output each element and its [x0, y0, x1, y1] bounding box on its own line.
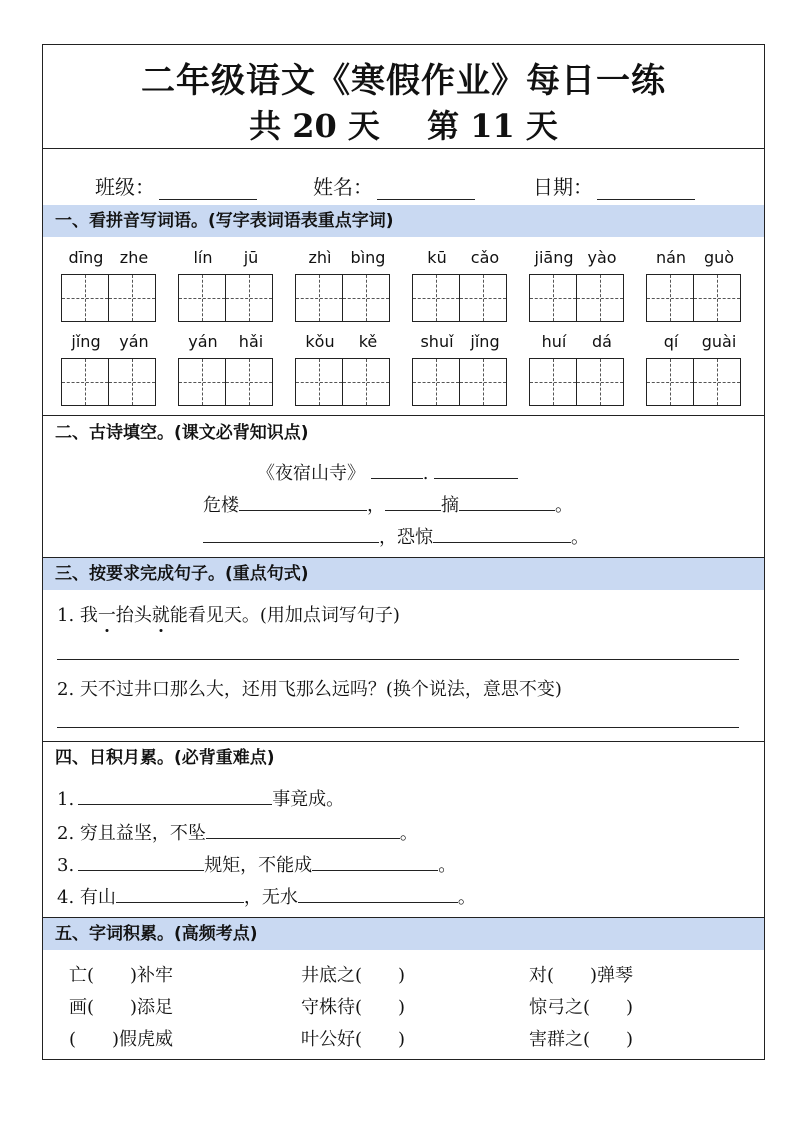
pinyin-text: [295, 332, 395, 354]
date-label: 日期：: [533, 175, 593, 199]
poem-author-blank-2[interactable]: [434, 461, 518, 479]
pinyin-syllable: yào: [587, 248, 617, 267]
pinyin-syllable: jǐng: [470, 332, 500, 351]
punct: 。: [555, 495, 573, 516]
fill-blank[interactable]: [78, 787, 272, 805]
pinyin-syllable: yán: [119, 332, 149, 351]
class-blank[interactable]: [159, 182, 257, 200]
student-info-row: [43, 149, 764, 205]
punct: 。: [571, 527, 589, 548]
pinyin-text: [295, 248, 395, 270]
tianzige-cell[interactable]: [694, 358, 741, 406]
worksheet: [42, 44, 765, 1060]
tianzige-cell[interactable]: [61, 274, 109, 322]
pinyin-text: [412, 248, 512, 270]
date-field[interactable]: [533, 171, 695, 200]
q-text: 2. 穷且益坚，不坠: [57, 823, 206, 844]
q1-text: 1. 我: [57, 605, 98, 626]
poem-line-2: [203, 491, 573, 517]
worksheet-title: 二年级语文《寒假作业》每日一练: [141, 61, 666, 101]
idiom-item[interactable]: 画( )添足: [69, 997, 174, 1018]
pinyin-text: [61, 332, 161, 354]
section2-heading: 二、古诗填空。(课文必背知识点): [43, 417, 764, 449]
date-blank[interactable]: [597, 182, 695, 200]
tianzige-cell[interactable]: [460, 358, 507, 406]
tianzige-cell[interactable]: [460, 274, 507, 322]
q1-text: 抬头: [115, 605, 152, 626]
pinyin-text: [178, 332, 278, 354]
q-number: 1.: [57, 789, 75, 810]
pinyin-syllable: bìng: [350, 248, 386, 267]
tianzige-cell[interactable]: [343, 358, 390, 406]
writing-boxes: [178, 274, 278, 322]
pinyin-text: [412, 332, 512, 354]
pinyin-syllable: guài: [701, 332, 737, 351]
pinyin-text: [646, 248, 746, 270]
writing-boxes: [295, 358, 395, 406]
pinyin-syllable: shuǐ: [420, 332, 454, 351]
punct: ，: [367, 495, 385, 516]
poem-title: 《夜宿山寺》: [257, 463, 365, 484]
fill-blank[interactable]: [298, 885, 458, 903]
punct: ，: [379, 527, 397, 548]
poem-author-blank-1[interactable]: [371, 461, 423, 479]
writing-boxes: [412, 358, 512, 406]
tianzige-cell[interactable]: [646, 358, 694, 406]
section5-heading: 五、字词积累。(高频考点): [43, 918, 764, 950]
poem-blank[interactable]: [203, 525, 379, 543]
pinyin-syllable: hǎi: [238, 332, 264, 351]
q-text: 事竟成。: [272, 789, 345, 810]
fill-blank[interactable]: [116, 885, 244, 903]
pinyin-syllable: nán: [655, 248, 687, 267]
accumulate-q3: [57, 851, 456, 877]
writing-boxes: [646, 358, 746, 406]
writing-boxes: [61, 358, 161, 406]
tianzige-cell[interactable]: [343, 274, 390, 322]
pinyin-text: [529, 332, 629, 354]
tianzige-cell[interactable]: [412, 274, 460, 322]
current-day: 第 11 天: [427, 107, 558, 145]
poem-text: 恐惊: [397, 527, 433, 548]
poem-text: 摘: [441, 495, 459, 516]
idiom-item[interactable]: 叶公好( ): [301, 1029, 406, 1050]
accumulate-q4: [57, 883, 476, 909]
pinyin-syllable: kě: [358, 332, 378, 351]
pinyin-text: [646, 332, 746, 354]
class-field[interactable]: [95, 171, 257, 200]
tianzige-cell[interactable]: [61, 358, 109, 406]
writing-boxes: [61, 274, 161, 322]
tianzige-cell[interactable]: [295, 358, 343, 406]
fill-blank[interactable]: [78, 853, 204, 871]
poem-title-line: [257, 459, 518, 485]
writing-boxes: [412, 274, 512, 322]
pinyin-syllable: jū: [243, 248, 259, 267]
poem-line-3: [203, 523, 589, 549]
name-label: 姓名：: [313, 175, 373, 199]
fill-blank[interactable]: [312, 853, 438, 871]
pinyin-syllable: lín: [193, 248, 213, 267]
pinyin-syllable: zhì: [308, 248, 332, 267]
pinyin-syllable: kū: [427, 248, 447, 267]
idiom-item[interactable]: ( )假虎威: [69, 1029, 174, 1050]
day-info: [43, 101, 764, 147]
tianzige-cell[interactable]: [226, 358, 273, 406]
punct: 。: [399, 823, 418, 844]
pinyin-syllable: kǒu: [305, 332, 335, 351]
tianzige-cell[interactable]: [529, 358, 577, 406]
question-2: 2. 天不过井口那么大，还用飞那么远吗？(换个说法，意思不变): [57, 679, 562, 700]
divider: [43, 415, 764, 416]
pinyin-text: [61, 248, 161, 270]
tianzige-cell[interactable]: [529, 274, 577, 322]
pinyin-syllable: dīng: [68, 248, 104, 267]
tianzige-cell[interactable]: [109, 274, 156, 322]
pinyin-syllable: qí: [663, 332, 679, 351]
tianzige-cell[interactable]: [109, 358, 156, 406]
section4-heading: 四、日积月累。(必背重难点): [43, 742, 764, 774]
q1-text: 能看见天。(用加点词写句子): [169, 605, 400, 626]
pinyin-syllable: jiāng: [534, 248, 574, 267]
writing-boxes: [295, 274, 395, 322]
tianzige-cell[interactable]: [577, 358, 624, 406]
section1-heading: 一、看拼音写词语。(写字表词语表重点字词): [43, 205, 764, 237]
tianzige-cell[interactable]: [646, 274, 694, 322]
tianzige-cell[interactable]: [694, 274, 741, 322]
pinyin-syllable: jǐng: [71, 332, 101, 351]
poem-blank[interactable]: [385, 493, 441, 511]
writing-boxes: [178, 358, 278, 406]
punct: 。: [457, 887, 476, 908]
tianzige-cell[interactable]: [295, 274, 343, 322]
idiom-item[interactable]: 亡( )补牢: [69, 965, 174, 986]
accumulate-q1: [57, 785, 344, 811]
poem-blank[interactable]: [239, 493, 367, 511]
pinyin-syllable: zhe: [119, 248, 149, 267]
dotted-word: 就: [151, 605, 170, 626]
writing-boxes: [529, 358, 629, 406]
idiom-item[interactable]: 惊弓之( ): [529, 997, 634, 1018]
idiom-item[interactable]: 害群之( ): [529, 1029, 634, 1050]
punct: 。: [438, 855, 457, 876]
q-number: 3.: [57, 855, 75, 876]
tianzige-cell[interactable]: [178, 274, 226, 322]
writing-boxes: [646, 274, 746, 322]
dotted-word: 一: [97, 605, 116, 626]
fill-blank[interactable]: [206, 821, 400, 839]
name-blank[interactable]: [377, 182, 475, 200]
idiom-item[interactable]: 井底之( ): [301, 965, 406, 986]
q-text: 4. 有山: [57, 887, 116, 908]
separator-dot: .: [422, 463, 429, 484]
q-text: 规矩，不能成: [204, 855, 313, 876]
pinyin-syllable: huí: [541, 332, 567, 351]
pinyin-text: [178, 248, 278, 270]
pinyin-syllable: cǎo: [470, 248, 500, 267]
q-text: ，无水: [243, 887, 298, 908]
pinyin-text: [529, 248, 629, 270]
title-box: [43, 45, 764, 149]
pinyin-syllable: yán: [188, 332, 218, 351]
idiom-item[interactable]: 对( )弹琴: [529, 965, 634, 986]
answer-line-1[interactable]: [57, 659, 739, 660]
name-field[interactable]: [313, 171, 475, 200]
section3-heading: 三、按要求完成句子。(重点句式): [43, 558, 764, 590]
pinyin-syllable: guò: [703, 248, 735, 267]
writing-boxes: [529, 274, 629, 322]
tianzige-cell[interactable]: [226, 274, 273, 322]
question-1: [57, 601, 400, 627]
tianzige-cell[interactable]: [412, 358, 460, 406]
total-days: 共 20 天: [249, 107, 380, 145]
tianzige-cell[interactable]: [178, 358, 226, 406]
poem-text: 危楼: [203, 495, 239, 516]
idiom-item[interactable]: 守株待( ): [301, 997, 406, 1018]
pinyin-syllable: dá: [592, 332, 612, 351]
tianzige-cell[interactable]: [577, 274, 624, 322]
answer-line-2[interactable]: [57, 727, 739, 728]
poem-blank[interactable]: [433, 525, 571, 543]
class-label: 班级：: [95, 175, 155, 199]
poem-blank[interactable]: [459, 493, 555, 511]
accumulate-q2: [57, 819, 418, 845]
